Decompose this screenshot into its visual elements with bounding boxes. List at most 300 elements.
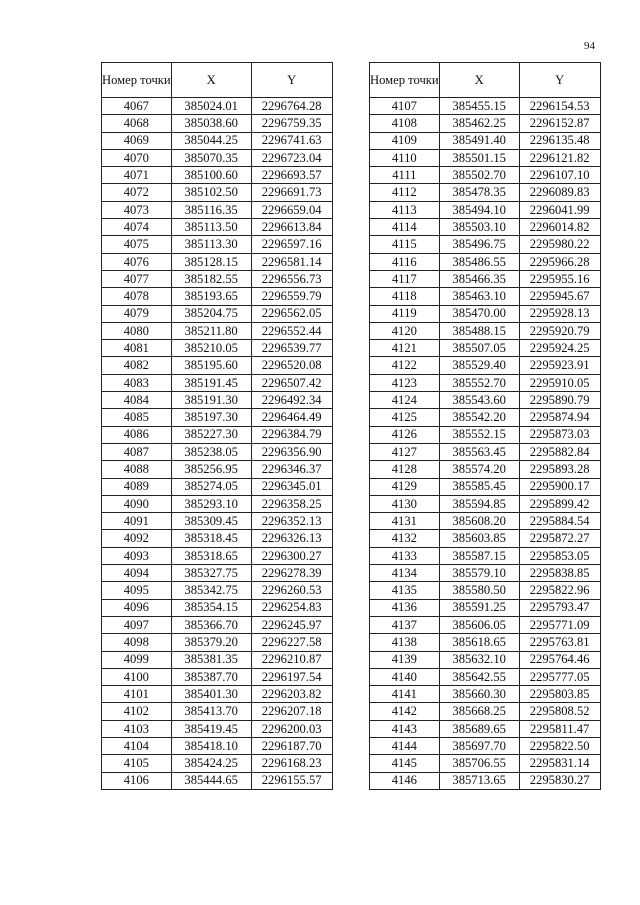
x-cell: 385401.30 xyxy=(171,686,251,703)
x-cell: 385563.45 xyxy=(439,443,519,460)
point-number-cell: 4070 xyxy=(102,149,172,166)
table-row xyxy=(370,686,601,703)
point-number-cell: 4114 xyxy=(370,219,440,236)
table-row xyxy=(102,98,333,115)
y-cell: 2296155.57 xyxy=(251,772,332,789)
point-number-cell: 4130 xyxy=(370,495,440,512)
table-row xyxy=(370,184,601,201)
y-cell: 2296152.87 xyxy=(519,115,600,132)
y-cell: 2296556.73 xyxy=(251,270,332,287)
y-cell: 2296539.77 xyxy=(251,340,332,357)
point-number-cell: 4124 xyxy=(370,392,440,409)
x-cell: 385587.15 xyxy=(439,547,519,564)
point-number-cell: 4095 xyxy=(102,582,172,599)
x-cell: 385424.25 xyxy=(171,755,251,772)
table-row xyxy=(370,305,601,322)
y-cell: 2296358.25 xyxy=(251,495,332,512)
table-row xyxy=(102,634,333,651)
table-header-row xyxy=(102,63,333,98)
table-row xyxy=(370,426,601,443)
y-cell: 2295910.05 xyxy=(519,374,600,391)
point-number-cell: 4102 xyxy=(102,703,172,720)
table-row xyxy=(370,599,601,616)
x-cell: 385182.55 xyxy=(171,270,251,287)
table-row xyxy=(102,720,333,737)
point-number-cell: 4145 xyxy=(370,755,440,772)
y-cell: 2296041.99 xyxy=(519,201,600,218)
table-row xyxy=(370,737,601,754)
x-cell: 385274.05 xyxy=(171,478,251,495)
point-number-cell: 4107 xyxy=(370,98,440,115)
table-row xyxy=(102,409,333,426)
y-cell: 2296507.42 xyxy=(251,374,332,391)
point-number-cell: 4125 xyxy=(370,409,440,426)
point-number-cell: 4087 xyxy=(102,443,172,460)
point-number-cell: 4129 xyxy=(370,478,440,495)
y-cell: 2296187.70 xyxy=(251,737,332,754)
x-cell: 385713.65 xyxy=(439,772,519,789)
y-cell: 2296326.13 xyxy=(251,530,332,547)
point-number-cell: 4128 xyxy=(370,461,440,478)
x-cell: 385256.95 xyxy=(171,461,251,478)
y-cell: 2296107.10 xyxy=(519,167,600,184)
table-row xyxy=(102,149,333,166)
x-cell: 385501.15 xyxy=(439,149,519,166)
x-cell: 385102.50 xyxy=(171,184,251,201)
x-cell: 385387.70 xyxy=(171,668,251,685)
table-row xyxy=(370,167,601,184)
x-cell: 385342.75 xyxy=(171,582,251,599)
y-cell: 2296200.03 xyxy=(251,720,332,737)
y-cell: 2296492.34 xyxy=(251,392,332,409)
y-cell: 2295893.28 xyxy=(519,461,600,478)
table-row xyxy=(370,513,601,530)
point-number-cell: 4076 xyxy=(102,253,172,270)
point-number-cell: 4122 xyxy=(370,357,440,374)
x-cell: 385543.60 xyxy=(439,392,519,409)
x-cell: 385191.45 xyxy=(171,374,251,391)
table-row xyxy=(102,201,333,218)
x-cell: 385502.70 xyxy=(439,167,519,184)
y-cell: 2295873.03 xyxy=(519,426,600,443)
point-number-cell: 4091 xyxy=(102,513,172,530)
point-number-cell: 4084 xyxy=(102,392,172,409)
point-number-cell: 4116 xyxy=(370,253,440,270)
table-row xyxy=(102,270,333,287)
table-row xyxy=(102,288,333,305)
table-row xyxy=(102,253,333,270)
table-row xyxy=(102,686,333,703)
point-number-cell: 4140 xyxy=(370,668,440,685)
table-row xyxy=(370,253,601,270)
header-point-number: Номер точки xyxy=(102,63,172,98)
table-row xyxy=(370,582,601,599)
x-cell: 385496.75 xyxy=(439,236,519,253)
table-row xyxy=(370,219,601,236)
point-number-cell: 4079 xyxy=(102,305,172,322)
table-row xyxy=(370,149,601,166)
y-cell: 2295830.27 xyxy=(519,772,600,789)
y-cell: 2296741.63 xyxy=(251,132,332,149)
y-cell: 2295777.05 xyxy=(519,668,600,685)
point-number-cell: 4133 xyxy=(370,547,440,564)
x-cell: 385542.20 xyxy=(439,409,519,426)
table-row xyxy=(370,772,601,789)
x-cell: 385466.35 xyxy=(439,270,519,287)
point-number-cell: 4085 xyxy=(102,409,172,426)
table-row xyxy=(102,392,333,409)
table-row xyxy=(370,132,601,149)
table-row xyxy=(102,530,333,547)
table-row xyxy=(102,236,333,253)
y-cell: 2295793.47 xyxy=(519,599,600,616)
x-cell: 385486.55 xyxy=(439,253,519,270)
point-number-cell: 4081 xyxy=(102,340,172,357)
point-number-cell: 4104 xyxy=(102,737,172,754)
table-row xyxy=(370,755,601,772)
x-cell: 385024.01 xyxy=(171,98,251,115)
y-cell: 2296135.48 xyxy=(519,132,600,149)
y-cell: 2296759.35 xyxy=(251,115,332,132)
table-row xyxy=(102,737,333,754)
x-cell: 385191.30 xyxy=(171,392,251,409)
header-x: X xyxy=(439,63,519,98)
y-cell: 2296121.82 xyxy=(519,149,600,166)
x-cell: 385488.15 xyxy=(439,322,519,339)
y-cell: 2296154.53 xyxy=(519,98,600,115)
y-cell: 2296520.08 xyxy=(251,357,332,374)
point-number-cell: 4146 xyxy=(370,772,440,789)
point-number-cell: 4067 xyxy=(102,98,172,115)
point-number-cell: 4105 xyxy=(102,755,172,772)
point-number-cell: 4132 xyxy=(370,530,440,547)
y-cell: 2296552.44 xyxy=(251,322,332,339)
y-cell: 2296197.54 xyxy=(251,668,332,685)
x-cell: 385608.20 xyxy=(439,513,519,530)
y-cell: 2296227.58 xyxy=(251,634,332,651)
point-number-cell: 4082 xyxy=(102,357,172,374)
table-row xyxy=(102,443,333,460)
point-number-cell: 4141 xyxy=(370,686,440,703)
table-row xyxy=(102,616,333,633)
point-number-cell: 4106 xyxy=(102,772,172,789)
point-number-cell: 4092 xyxy=(102,530,172,547)
point-number-cell: 4071 xyxy=(102,167,172,184)
x-cell: 385660.30 xyxy=(439,686,519,703)
y-cell: 2296207.18 xyxy=(251,703,332,720)
x-cell: 385113.30 xyxy=(171,236,251,253)
point-number-cell: 4086 xyxy=(102,426,172,443)
x-cell: 385491.40 xyxy=(439,132,519,149)
x-cell: 385128.15 xyxy=(171,253,251,270)
table-row xyxy=(370,374,601,391)
table-row xyxy=(102,374,333,391)
point-number-cell: 4127 xyxy=(370,443,440,460)
header-x: X xyxy=(171,63,251,98)
x-cell: 385070.35 xyxy=(171,149,251,166)
table-row xyxy=(102,599,333,616)
y-cell: 2295838.85 xyxy=(519,565,600,582)
table-row xyxy=(102,651,333,668)
x-cell: 385038.60 xyxy=(171,115,251,132)
y-cell: 2296300.27 xyxy=(251,547,332,564)
table-row xyxy=(370,340,601,357)
table-row xyxy=(370,322,601,339)
point-number-cell: 4126 xyxy=(370,426,440,443)
point-number-cell: 4137 xyxy=(370,616,440,633)
table-row xyxy=(370,98,601,115)
point-number-cell: 4131 xyxy=(370,513,440,530)
table-row xyxy=(102,478,333,495)
point-number-cell: 4099 xyxy=(102,651,172,668)
x-cell: 385113.50 xyxy=(171,219,251,236)
point-number-cell: 4136 xyxy=(370,599,440,616)
point-number-cell: 4142 xyxy=(370,703,440,720)
x-cell: 385195.60 xyxy=(171,357,251,374)
table-header-row xyxy=(370,63,601,98)
table-row xyxy=(370,651,601,668)
table-row xyxy=(370,634,601,651)
x-cell: 385632.10 xyxy=(439,651,519,668)
point-number-cell: 4115 xyxy=(370,236,440,253)
y-cell: 2296384.79 xyxy=(251,426,332,443)
y-cell: 2296356.90 xyxy=(251,443,332,460)
point-number-cell: 4068 xyxy=(102,115,172,132)
y-cell: 2296659.04 xyxy=(251,201,332,218)
table-row xyxy=(370,530,601,547)
y-cell: 2296693.57 xyxy=(251,167,332,184)
table-row xyxy=(102,565,333,582)
x-cell: 385444.65 xyxy=(171,772,251,789)
table-row xyxy=(370,236,601,253)
x-cell: 385211.80 xyxy=(171,322,251,339)
y-cell: 2296352.13 xyxy=(251,513,332,530)
point-number-cell: 4120 xyxy=(370,322,440,339)
x-cell: 385580.50 xyxy=(439,582,519,599)
header-y: Y xyxy=(251,63,332,98)
point-number-cell: 4118 xyxy=(370,288,440,305)
x-cell: 385204.75 xyxy=(171,305,251,322)
table-row xyxy=(102,219,333,236)
x-cell: 385618.65 xyxy=(439,634,519,651)
x-cell: 385668.25 xyxy=(439,703,519,720)
page-number: 94 xyxy=(584,40,595,52)
y-cell: 2296559.79 xyxy=(251,288,332,305)
y-cell: 2296278.39 xyxy=(251,565,332,582)
table-row xyxy=(370,668,601,685)
x-cell: 385697.70 xyxy=(439,737,519,754)
x-cell: 385689.65 xyxy=(439,720,519,737)
table-row xyxy=(370,478,601,495)
x-cell: 385574.20 xyxy=(439,461,519,478)
point-number-cell: 4101 xyxy=(102,686,172,703)
y-cell: 2295874.94 xyxy=(519,409,600,426)
x-cell: 385418.10 xyxy=(171,737,251,754)
x-cell: 385507.05 xyxy=(439,340,519,357)
table-row xyxy=(102,132,333,149)
y-cell: 2296345.01 xyxy=(251,478,332,495)
y-cell: 2295980.22 xyxy=(519,236,600,253)
x-cell: 385419.45 xyxy=(171,720,251,737)
table-row xyxy=(102,513,333,530)
x-cell: 385594.85 xyxy=(439,495,519,512)
y-cell: 2295764.46 xyxy=(519,651,600,668)
header-y: Y xyxy=(519,63,600,98)
x-cell: 385044.25 xyxy=(171,132,251,149)
point-number-cell: 4078 xyxy=(102,288,172,305)
table-row xyxy=(102,305,333,322)
x-cell: 385327.75 xyxy=(171,565,251,582)
point-number-cell: 4096 xyxy=(102,599,172,616)
x-cell: 385552.15 xyxy=(439,426,519,443)
y-cell: 2296014.82 xyxy=(519,219,600,236)
y-cell: 2295923.91 xyxy=(519,357,600,374)
x-cell: 385318.45 xyxy=(171,530,251,547)
x-cell: 385478.35 xyxy=(439,184,519,201)
point-number-cell: 4144 xyxy=(370,737,440,754)
y-cell: 2296613.84 xyxy=(251,219,332,236)
y-cell: 2295822.50 xyxy=(519,737,600,754)
y-cell: 2296764.28 xyxy=(251,98,332,115)
y-cell: 2295945.67 xyxy=(519,288,600,305)
point-number-cell: 4077 xyxy=(102,270,172,287)
point-number-cell: 4111 xyxy=(370,167,440,184)
point-number-cell: 4074 xyxy=(102,219,172,236)
x-cell: 385706.55 xyxy=(439,755,519,772)
table-row xyxy=(370,392,601,409)
x-cell: 385603.85 xyxy=(439,530,519,547)
y-cell: 2296254.83 xyxy=(251,599,332,616)
point-number-cell: 4093 xyxy=(102,547,172,564)
x-cell: 385529.40 xyxy=(439,357,519,374)
point-number-cell: 4123 xyxy=(370,374,440,391)
point-number-cell: 4100 xyxy=(102,668,172,685)
y-cell: 2295928.13 xyxy=(519,305,600,322)
point-number-cell: 4069 xyxy=(102,132,172,149)
point-number-cell: 4109 xyxy=(370,132,440,149)
x-cell: 385293.10 xyxy=(171,495,251,512)
table-row xyxy=(370,443,601,460)
table-row xyxy=(370,565,601,582)
y-cell: 2296203.82 xyxy=(251,686,332,703)
x-cell: 385354.15 xyxy=(171,599,251,616)
x-cell: 385463.10 xyxy=(439,288,519,305)
point-number-cell: 4083 xyxy=(102,374,172,391)
point-number-cell: 4089 xyxy=(102,478,172,495)
y-cell: 2295803.85 xyxy=(519,686,600,703)
point-number-cell: 4112 xyxy=(370,184,440,201)
point-number-cell: 4108 xyxy=(370,115,440,132)
table-row xyxy=(102,755,333,772)
y-cell: 2295955.16 xyxy=(519,270,600,287)
point-number-cell: 4110 xyxy=(370,149,440,166)
table-row xyxy=(102,115,333,132)
table-row xyxy=(370,495,601,512)
x-cell: 385552.70 xyxy=(439,374,519,391)
table-row xyxy=(102,772,333,789)
x-cell: 385413.70 xyxy=(171,703,251,720)
table-row xyxy=(370,616,601,633)
y-cell: 2295763.81 xyxy=(519,634,600,651)
x-cell: 385309.45 xyxy=(171,513,251,530)
table-row xyxy=(102,547,333,564)
y-cell: 2296168.23 xyxy=(251,755,332,772)
point-number-cell: 4119 xyxy=(370,305,440,322)
x-cell: 385455.15 xyxy=(439,98,519,115)
y-cell: 2295808.52 xyxy=(519,703,600,720)
table-row xyxy=(102,495,333,512)
y-cell: 2296581.14 xyxy=(251,253,332,270)
y-cell: 2295831.14 xyxy=(519,755,600,772)
y-cell: 2295822.96 xyxy=(519,582,600,599)
table-row xyxy=(102,668,333,685)
table-row xyxy=(102,184,333,201)
y-cell: 2295853.05 xyxy=(519,547,600,564)
table-row xyxy=(370,547,601,564)
table-row xyxy=(370,115,601,132)
header-point-number: Номер точки xyxy=(370,63,440,98)
point-number-cell: 4113 xyxy=(370,201,440,218)
table-row xyxy=(370,409,601,426)
table-row xyxy=(370,288,601,305)
y-cell: 2296260.53 xyxy=(251,582,332,599)
y-cell: 2295872.27 xyxy=(519,530,600,547)
point-number-cell: 4139 xyxy=(370,651,440,668)
point-number-cell: 4135 xyxy=(370,582,440,599)
point-number-cell: 4075 xyxy=(102,236,172,253)
x-cell: 385381.35 xyxy=(171,651,251,668)
x-cell: 385470.00 xyxy=(439,305,519,322)
y-cell: 2295890.79 xyxy=(519,392,600,409)
coordinates-table-right xyxy=(369,62,601,790)
x-cell: 385606.05 xyxy=(439,616,519,633)
y-cell: 2295882.84 xyxy=(519,443,600,460)
y-cell: 2295811.47 xyxy=(519,720,600,737)
x-cell: 385193.65 xyxy=(171,288,251,305)
point-number-cell: 4143 xyxy=(370,720,440,737)
y-cell: 2295966.28 xyxy=(519,253,600,270)
point-number-cell: 4080 xyxy=(102,322,172,339)
point-number-cell: 4134 xyxy=(370,565,440,582)
y-cell: 2296562.05 xyxy=(251,305,332,322)
table-row xyxy=(102,357,333,374)
point-number-cell: 4094 xyxy=(102,565,172,582)
point-number-cell: 4088 xyxy=(102,461,172,478)
x-cell: 385116.35 xyxy=(171,201,251,218)
table-row xyxy=(370,720,601,737)
point-number-cell: 4138 xyxy=(370,634,440,651)
table-row xyxy=(102,322,333,339)
x-cell: 385197.30 xyxy=(171,409,251,426)
y-cell: 2296464.49 xyxy=(251,409,332,426)
table-row xyxy=(102,426,333,443)
y-cell: 2295900.17 xyxy=(519,478,600,495)
x-cell: 385318.65 xyxy=(171,547,251,564)
x-cell: 385238.05 xyxy=(171,443,251,460)
point-number-cell: 4121 xyxy=(370,340,440,357)
y-cell: 2295899.42 xyxy=(519,495,600,512)
table-row xyxy=(370,201,601,218)
table-row xyxy=(370,270,601,287)
x-cell: 385579.10 xyxy=(439,565,519,582)
y-cell: 2295924.25 xyxy=(519,340,600,357)
table-row xyxy=(102,582,333,599)
coordinates-table-left xyxy=(101,62,333,790)
y-cell: 2296089.83 xyxy=(519,184,600,201)
y-cell: 2296597.16 xyxy=(251,236,332,253)
x-cell: 385462.25 xyxy=(439,115,519,132)
y-cell: 2295920.79 xyxy=(519,322,600,339)
